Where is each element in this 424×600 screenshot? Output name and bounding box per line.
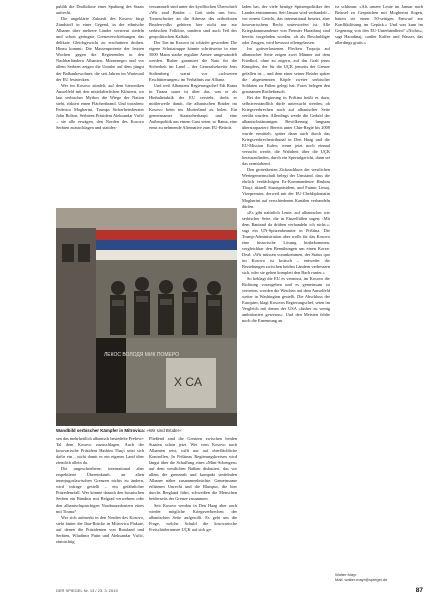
page-number: 87 <box>415 587 423 594</box>
article-paragraph: Seit Kosovo werden in Den Haag aber auch wieder mögliche Kriegsverbrechen der albanischen Seite aufgerollt. Es geht um die Frage, welche Schuld die kosovarische Freischärlerarmee UÇK auf sich ge- <box>149 502 237 532</box>
article-paragraph: Bei der Regierung in Priština heißt es dazu, selbstverständlich dürfe untersucht werden, ob Kriegsverbrechen auch auf albanischer Seite verübt wurden. Allerdings werde die Geduld der albanischstämmigen Bevölkerung langsam überstrapaziert: Bereits unter Chin-Regie bis 2008 wurde ermittelt, später dann auch durch das Kriegsverbrechertribunal in Den Haag und die EU-Mission Eulex; wenn jetzt noch einmal versucht werde, die Wahrheit über die UÇK herauszufinden, durch ein Spezialgericht, dann sei das zermürbend. <box>242 94 330 167</box>
author-block <box>335 572 423 582</box>
mural-photo <box>56 208 237 426</box>
caption-bold: Wandbild serbischer Kämpfer in Mitrovica: <box>56 428 146 433</box>
mural-photo-illustration <box>56 208 237 426</box>
article-paragraph: Die ungeschriebene, international aber respektierte Übereinkunft, an alten innerjugoslawischen Grenzen nichts zu ändern, wird infrage gestellt – ein gefährlicher Präzedenzfall. Wer könnte danach den bosnischen Serben ein Bündnis mit Belgrad verwehren oder den albanischsprachigen Nordmazedoniern eines mit Tirana? <box>56 466 144 514</box>
author-name: Walter Mayr <box>335 572 357 577</box>
article-column-3 <box>242 4 330 567</box>
article-paragraph: laden hat, der viele heutige Spitzenpolitiker des Landes entstammen. Seit Januar wird verhandelt – vor einem Gericht, das international besetzt, aber kosovarischem Recht unterworfen ist. Alle Kriegskommandeure von Premier Haradinaj sind bereits vorgeladen worden, ob als Beschuldigte oder Zeugen, wird bewusst offengelassen. <box>242 4 330 46</box>
mural-inscription: ЛЕКОС ВОЛОДЯ МИК ПОМЕРО <box>104 352 179 358</box>
photo-caption <box>56 428 237 434</box>
caption-quote: »Wir sind Brüder« <box>146 428 182 433</box>
article-paragraph: Der Ton im Kosovo ist schärfer geworden: Die eigene Schutztruppe könnte schrittweise in eine 5000 Mann starke reguläre Armee umgewandelt werden. Bisher garantiert die Nato für die Sicherheit im Land – der Generalsekretär Jens Stoltenberg warnt vor »schweren Erschütterungen« im Verhältnis zur Allianz. <box>149 40 237 82</box>
article-paragraph: publik die Droßidiose einer Spaltung des Staats aufrecht. <box>56 4 144 16</box>
article-paragraph: versammelt sind unter der kyrillischen Überschrift »Wir sind Brüder – Gott steht uns bei«. Treueschwüre an die Adresse des orthodoxen Bruderrvolks gehören hier nicht nur zur serbischen Folklore, sondern sind auch Teil des geopolitischen Kalküls. <box>149 4 237 40</box>
article-column-1-top <box>56 4 144 204</box>
footer-issue: DER SPIEGEL Nr. 13 / 23. 3. 2019 <box>56 588 118 593</box>
article-paragraph: Wer sich aufmerkt in den Norden des Kosovo, sieht hinter der Ibar-Brücke in Mitrovica Plakate, auf denen die Präsidenten von Russland und Serbien, Wladimir Putin und Aleksandar Vučić, einträchtig <box>56 514 144 544</box>
page-footer <box>56 588 423 596</box>
article-paragraph: Wer im Kosovo zündelt, auf dem hieroniken Amselfeld mit den mittelalterlichen Klöstern, wo laut serbischer Mythos die Wiege der Nation steht, riskiert einen Flächenbrand. Und trotzdem: Federica Mogherini, Trumps Sicherheitsberater John Bolton, Serbiens Präsident Aleksandar Vučić – sie alle erwägen, den Norden des Kosovo Serbien zuzuschlagen und stattdes- <box>56 82 144 130</box>
article-paragraph: Den groteskesten Zickzackkurs der westlichen Wertegemeinschaft belegt der Umstand, dass die ehrlich verdächtigen Ex-Kommandeure Hashim Thaçi, aktuell Staatspräsident, und Fatmir Limaj, Vizepremier, derweil mit der EU-Chefdiplomatin Mogherini auf verschiedenen Kanälen verhandeln dürfen. <box>242 167 330 209</box>
article-paragraph: Die ungeklärte Zukunft des Kosovo birgt Zündstoff in einer Gegend, in der ethnische Albaner über mehrere Länder verstreut siedeln und schon geringste Grenzverschiebungen das delikate Gleichgewicht zu erschüttern drohen. Hinzu kommt: Die Massenproteste der letzten Wochen gegen die Regierenden in den Nachbarländern Albanien, Montenegro und vor allem Serbien zeigen die Unruhe auf dem jüngst der Balkanhewohner, die seit Jahren im Wartesaal der EU feststecken. <box>56 16 144 82</box>
article-column-4 <box>335 4 423 567</box>
article-paragraph: Und weil Albaniens Regierungschef Edi Rama in Tirana sauer ist über das, was er als Hinhaltetaktik der EU versteht, droht er mittlerweile damit, die albanischen Brüder im Kosovo heim ins Mutterland zu holen. Ein gemeinsamer Staatsoberhaupt und eine Außenpolitik aus einem Guss seien, so Rama, eine ernst zu nehmende Alternative zum EU-Beitritt. <box>149 82 237 130</box>
article-column-1-bottom <box>56 436 144 567</box>
article-paragraph: Im gottverlassenen Flecken Tropoja auf albanischer Seite zeigen zwei Männer auf dem Friedhof, ohne zu zögern, auf das Grab jenes Kämpfers, der für die UÇK jenseits der Grenze gefallen ist – und dem einer seiner Brüder später die abgetrennten Köpfe zweier serbischer Soldaten zu Füßen gelegt hat. Fotos belegen den grausamen Rachebrauch. <box>242 46 330 94</box>
article-paragraph: sen das mehrheitlich albanisch besiedelte Preševo-Tal dem Kosovo zuzuschlagen. Auch der kosovarische Präsident Hashim Thaçi setzt sich dafür ein – nicht damit es ein eigenes Land über ziemlich allein da. <box>56 436 144 466</box>
article-paragraph: »Es gibt natürlich Leute, auf albanischer wie serbischer Seite, die in Einzelfällen sagen: ›Mit dem Bantand da drüben verhandeln ich nicht‹«, sagt ein UN-Spitzenbeamter in Priština. Die Trump-Administration aber wolle für das Kosovo eine historische Lösung hinbekommen, vergleichbar den Bemühungen um einen Korea-Deal: »Wir müssen vorankommen, der Status quo im Kosovo ist kritisch – entweder die Beziehungen zwischen beiden Ländern verbessern sich, oder sie gehen komplett den Bach runter.« <box>242 209 330 276</box>
article-paragraph: Fließend sind die Grenzen zwischen beiden Staaten schon jetzt. Wer vom Kosovo nach Albanien reist, trifft nur auf oberflächliche Kontrollen. In Prištinas Regierungskreisen wird längst über die Schaffung eines »Mini-Schengen« auf dem westlichen Balkan diskutiert, das vor allem die grenznah und kompakt siedelnden Albaner näher zusammenbrächte. Gemeinsame erlittenes Unrecht und die Blutspur, die hier durchs Bergland führt, schweißen die Menschen beiderseits der Grenze zusammen. <box>149 436 237 502</box>
article-column-2-bottom <box>149 436 237 567</box>
article-column-2-top <box>149 4 237 204</box>
article-paragraph: So beklagt die EU es vermisst, im Kosovo die Richtung vorzugeben und es gemeinsam zu vertreten, worden die Weichen auf dem Amselfeld weiter in Washington gestellt. Die Abschluss der Europäer, klagt Kosovos Regierungschef, seien im Vergleich mit denen der USA »bisher zu wenig ambitioniert gewesen«. Und den Meisten fehlte noch die Ernennung an. <box>242 276 330 324</box>
author-email[interactable]: Mail: walter.mayr@spiegel.de <box>335 577 388 582</box>
graffiti-text: X CA <box>174 375 203 389</box>
article-paragraph: ist schlimm: »Als unsere Leute im Januar nach Brüssel zu Gesprächen mit Mogherini flogen, hatten sie einen 50-seitigen Entwurf zur Konfliktlösung im Gepäck.« Und was kam im Gegenzug von den EU-Unterhändlern? »Nichts«, sagt Haradinaj, »außer Kaffee und Wasser, das allerdings gratis.« <box>335 4 423 46</box>
